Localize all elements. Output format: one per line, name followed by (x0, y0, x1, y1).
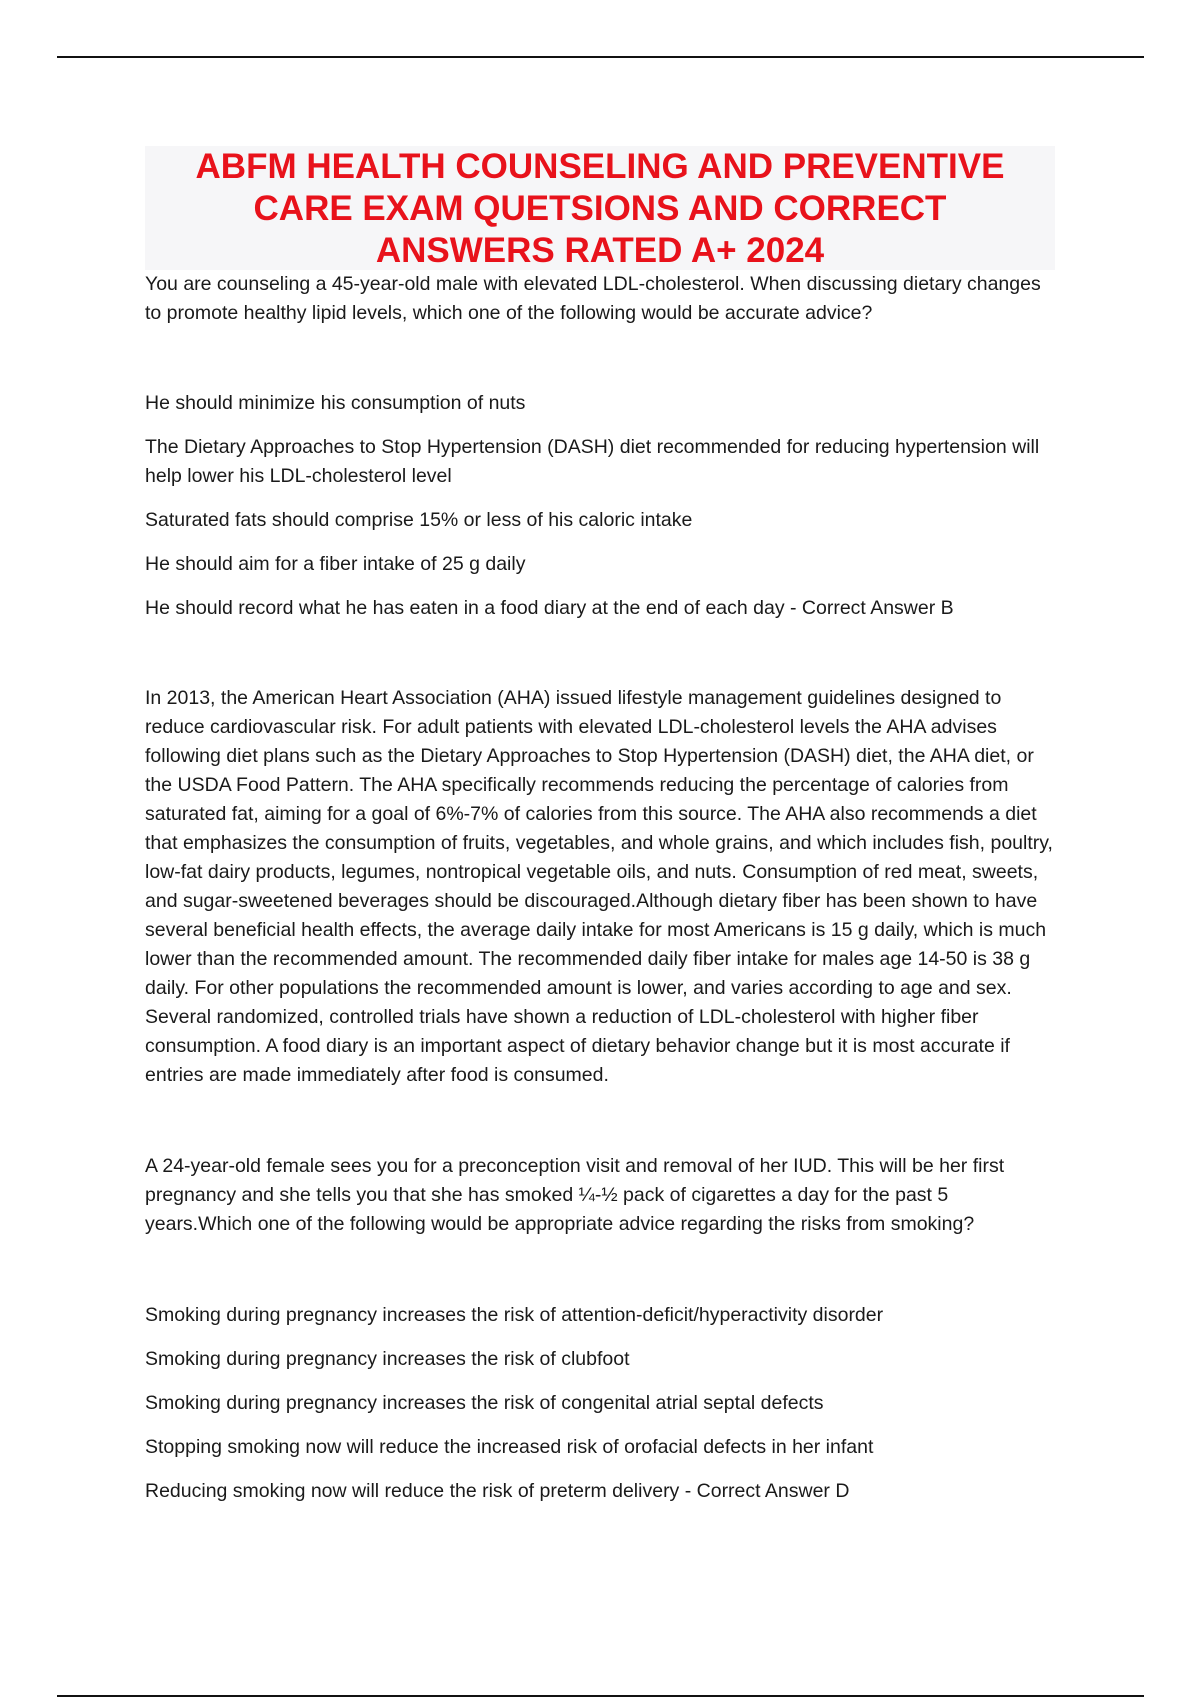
answer-option: Saturated fats should comprise 15% or less of his caloric intake (145, 509, 693, 531)
title-block (145, 146, 1055, 270)
answer-option: Stopping smoking now will reduce the increased risk of orofacial defects in her infant (145, 1436, 874, 1458)
title-line: ANSWERS RATED A+ 2024 (375, 231, 825, 270)
answer-option: Smoking during pregnancy increases the risk of clubfoot (145, 1348, 630, 1370)
question-2-stem: A 24-year-old female sees you for a preconception visit and removal of her IUD. This will be her first pregnancy and she tells you that she has smoked ¼-½ pack of cigarettes a day for the past 5 years.Which one of the following would be appropriate advice regarding the risks from smoking? (145, 1155, 1005, 1235)
question-1-stem: You are counseling a 45-year-old male with elevated LDL-cholesterol. When discussing dietary changes to promote healthy lipid levels, which one of the following would be accurate advice? (145, 273, 1041, 324)
answer-option: Smoking during pregnancy increases the risk of attention-deficit/hyperactivity disorder (145, 1304, 884, 1326)
top-rule (57, 56, 1144, 58)
answer-option: He should minimize his consumption of nuts (145, 392, 526, 414)
document-title (145, 146, 1055, 272)
answer-option: Smoking during pregnancy increases the risk of congenital atrial septal defects (145, 1392, 824, 1414)
answer-option: The Dietary Approaches to Stop Hypertension (DASH) diet recommended for reducing hypertension will help lower his LDL-cholesterol level (145, 436, 1040, 487)
question-2-options (145, 1301, 1055, 1506)
answer-option: He should record what he has eaten in a food diary at the end of each day - Correct Answer B (145, 597, 954, 619)
title-line: ABFM HEALTH COUNSELING AND PREVENTIVE (195, 147, 1005, 186)
question-1-options (145, 389, 1055, 623)
question-1-explanation: In 2013, the American Heart Association (AHA) issued lifestyle management guidelines designed to reduce cardiovascular risk. For adult patients with elevated LDL-cholesterol levels the AHA advises following diet plans such as the Dietary Approaches to Stop Hypertension (DASH) diet, the AHA diet, or the USDA Food Pattern. The AHA specifically recommends reducing the percentage of calories from saturated fat, aiming for a goal of 6%-7% of calories from this source. The AHA also recommends a diet that emphasizes the consumption of fruits, vegetables, and whole grains, and which includes fish, poultry, low-fat dairy products, legumes, nontropical vegetable oils, and nuts. Consumption of red meat, sweets, and sugar-sweetened beverages should be discouraged.Although dietary fiber has been shown to have several beneficial health effects, the average daily intake for most Americans is 15 g daily, which is much lower than the recommended amount. The recommended daily fiber intake for males age 14-50 is 38 g daily. For other populations the recommended amount is lower, and varies according to age and sex. Several randomized, controlled trials have shown a reduction of LDL-cholesterol with higher fiber consumption. A food diary is an important aspect of dietary behavior change but it is most accurate if entries are made immediately after food is consumed. (145, 687, 1053, 1086)
title-line: CARE EXAM QUETSIONS AND CORRECT (253, 189, 947, 228)
bottom-rule (57, 1695, 1144, 1697)
document-body (145, 146, 1055, 1521)
answer-option: Reducing smoking now will reduce the risk of preterm delivery - Correct Answer D (145, 1480, 850, 1502)
answer-option: He should aim for a fiber intake of 25 g daily (145, 553, 526, 575)
